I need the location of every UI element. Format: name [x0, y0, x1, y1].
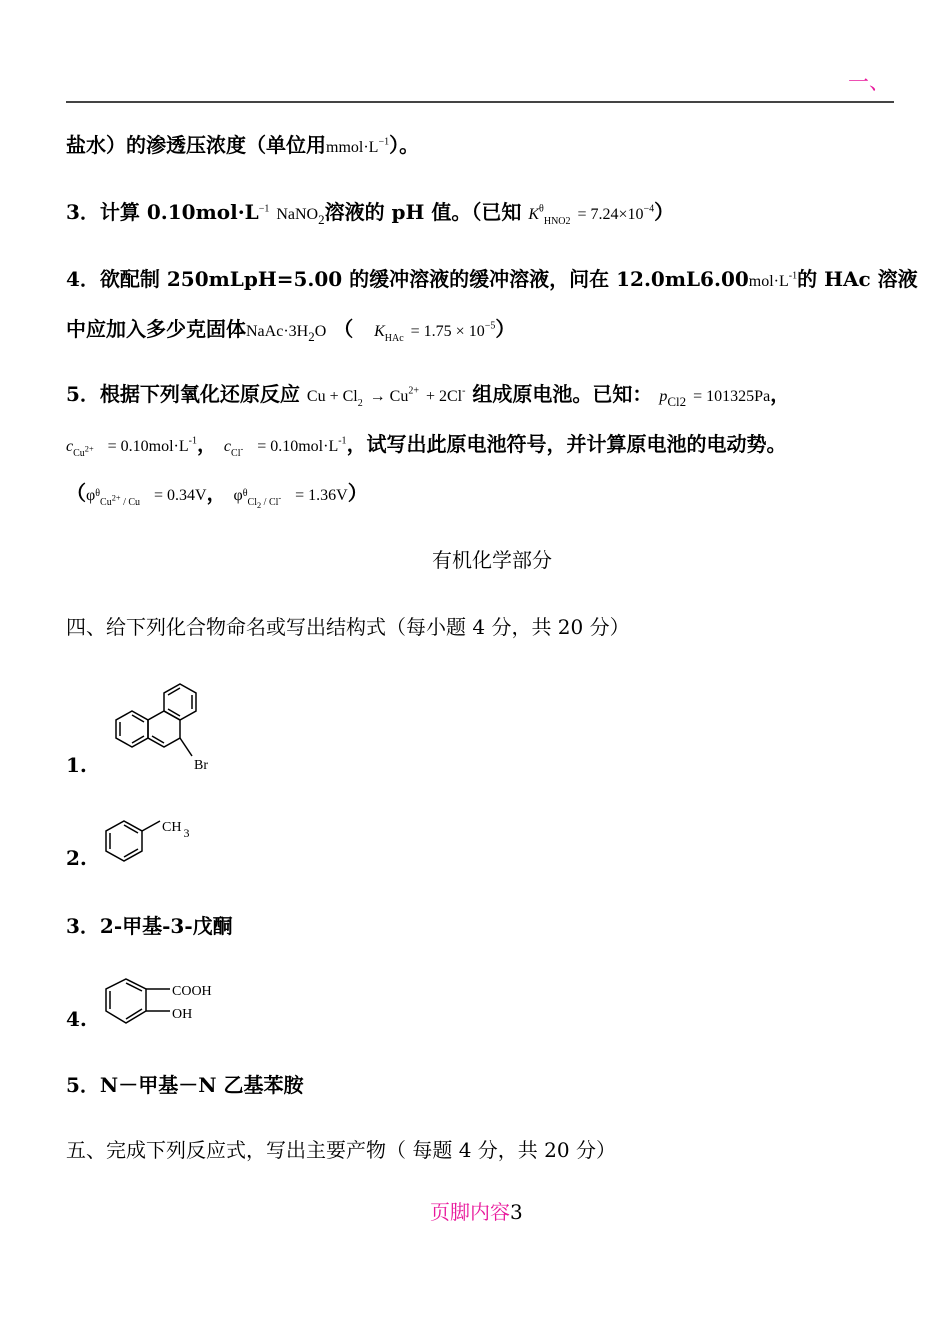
toluene-structure [96, 815, 206, 875]
header-rule [66, 101, 894, 103]
bromophenanthrene-structure [96, 676, 226, 776]
substituent-ch3: CH 3 [162, 820, 190, 840]
header-mark: 一、 [848, 70, 890, 94]
item-4-label: 4. [66, 1007, 87, 1031]
part-5-heading: 五、完成下列反应式，写出主要产物（ 每题 4 分，共 20 分） [66, 1138, 616, 1162]
substituent-br: Br [194, 758, 208, 773]
item-2-label: 2. [66, 846, 87, 870]
question-4-line-1: 4．欲配制 250mLpH=5.00 的缓冲溶液的缓冲溶液，问在 $12.0mL6.00mol\cdot L^{-1}$的 HAc 溶液 [66, 267, 918, 291]
question-5-line-3: （$\varphi^\theta_{Cu^{2+} / Cu} = 0.34V$， $\varphi^\theta_{Cl_2 / Cl^-} = 1.36V$） [66, 481, 368, 510]
substituent-oh: OH [172, 1007, 193, 1022]
section-title: 有机化学部分 [432, 548, 552, 572]
page-footer: 页脚内容3 [430, 1200, 523, 1224]
question-2-continuation: 盐水）的渗透压浓度（单位用$mmol\cdot L^{-1}$）。 [66, 133, 420, 157]
item-5-text: 5．N－甲基－N 乙基苯胺 [66, 1073, 304, 1097]
question-5-line-2: $c_{Cu^{2+}} = 0.10mol\cdot L^{-1}$， $c_{Cl^-} = 0.10mol\cdot L^{-1}$，试写出此原电池符号，并计算原电池的电动势。 [66, 432, 787, 459]
page-number: 3 [510, 1200, 523, 1224]
item-3-text: 3．2-甲基-3-戊酮 [66, 914, 233, 938]
salicylic-acid-structure [96, 975, 226, 1035]
question-5-line-1: 5．根据下列氧化还原反应 $Cu + Cl_2 \to Cu^{2+} + 2Cl^-$ 组成原电池。已知： $p_{Cl2} = 101325Pa$， [66, 382, 791, 409]
question-3: 3．计算 $0.10mol\cdot L^{-1}$ NaNO$_2$溶液的 pH 值。（已知 $K^\theta_{HNO2} = 7.24\times 10^{-4}$） [66, 200, 675, 227]
part-4-heading: 四、给下列化合物命名或写出结构式（每小题 4 分，共 20 分） [66, 615, 630, 639]
substituent-cooh: COOH [172, 984, 212, 999]
question-4-line-2: 中应加入多少克固体$NaAc\cdot 3H_2O$ （ $K_{HAc} = 1.75 \times 10^{-5}$） [66, 317, 516, 344]
item-1-label: 1. [66, 753, 87, 777]
